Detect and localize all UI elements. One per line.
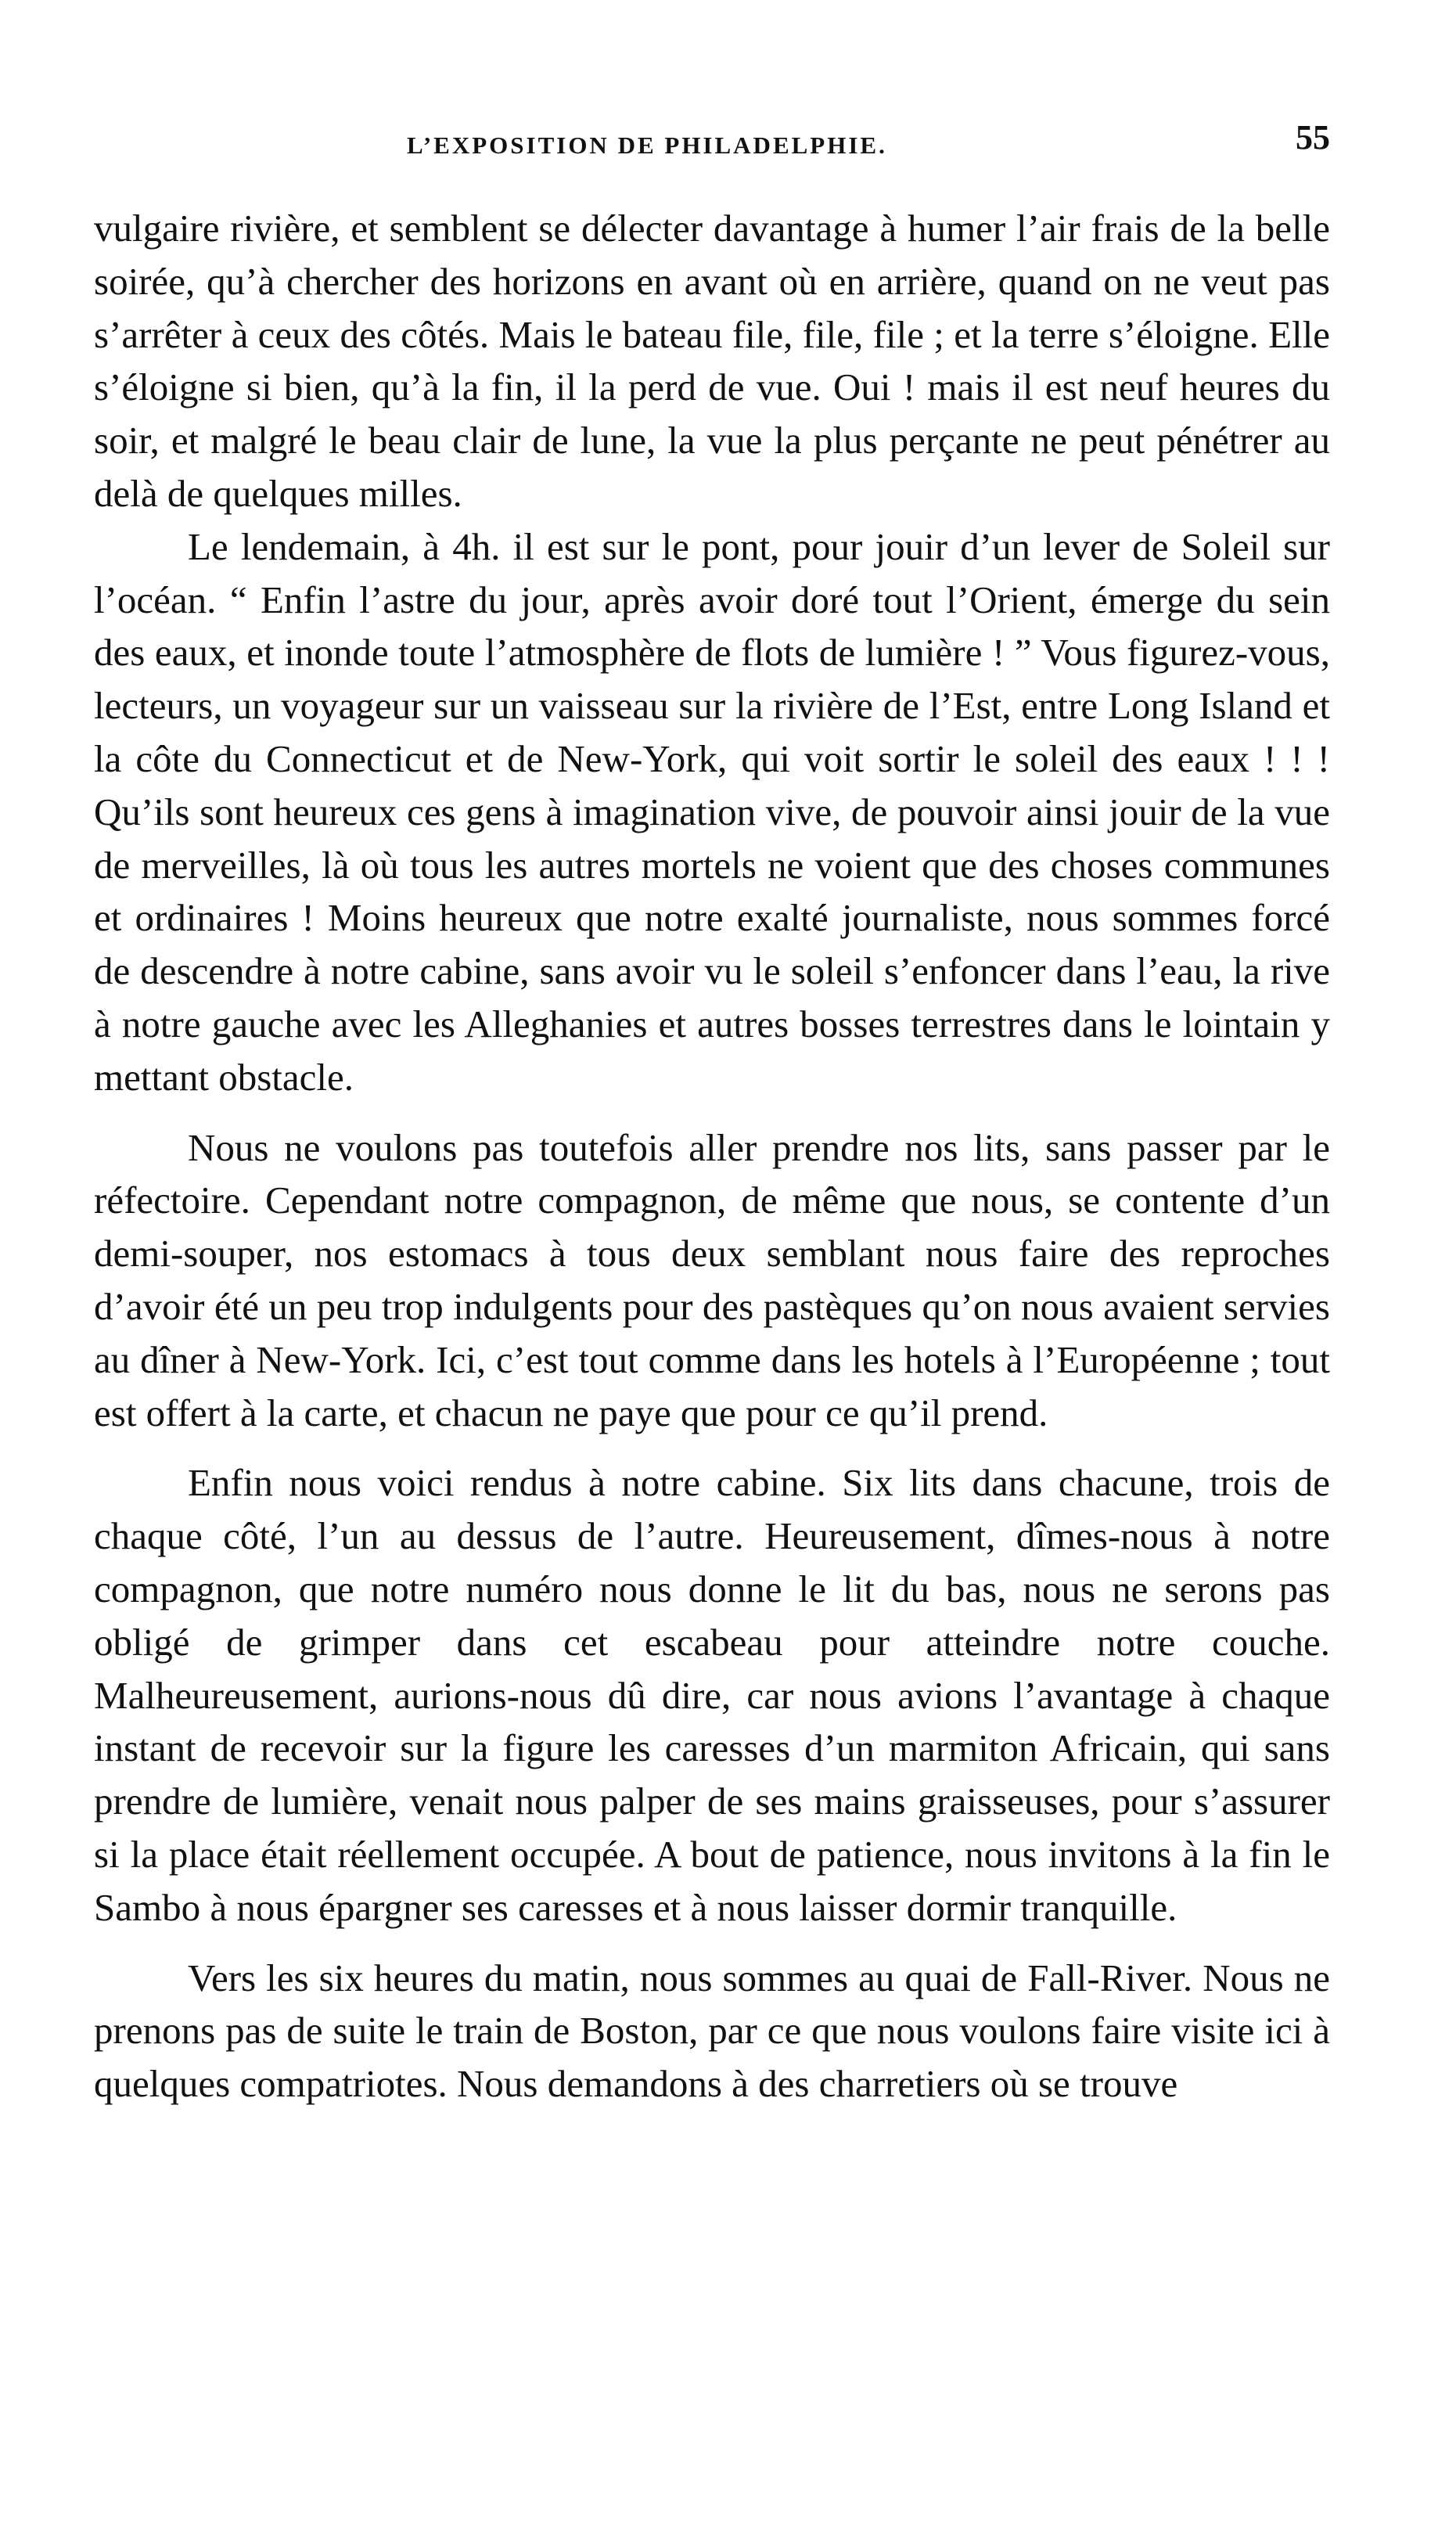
running-title: L’EXPOSITION DE PHILADELPHIE. [407, 131, 887, 159]
running-header [94, 117, 1330, 172]
page-number: 55 [1296, 118, 1330, 157]
paragraph-cabin: Enfin nous voici rendus à notre cabine. Six lits dans chacune, trois de chaque côté, l’un au dessus de l’autre. Heureusement, dîmes-nous à notre compagnon, que notre numéro nous donne le lit du bas, nous ne serons pas obligé de grimper dans cet escabeau pour atteindre notre couche. Malheureusement, aurions-nous dû dire, car nous avions l’avantage à chaque instant de recevoir sur la figure les caresses d’un marmiton Africain, qui sans prendre de lumière, venait nous palper de ses mains graisseuses, pour s’assurer si la place était réellement occupée. A bout de patience, nous invitons à la fin le Sambo à nous épargner ses caresses et à nous laisser dormir tranquille. [94, 1461, 1330, 1929]
paragraph-fall-river: Vers les six heures du matin, nous sommes au quai de Fall-River. Nous ne prenons pas de suite le train de Boston, par ce que nous voulons faire visite ici à quelques compatriotes. Nous demandons à des charretiers où se trouve [94, 1956, 1330, 2106]
paragraph-sunrise: Le lendemain, à 4h. il est sur le pont, pour jouir d’un lever de Soleil sur l’océan. “ Enfin l’astre du jour, après avoir doré tout l’Orient, émerge du sein des eaux, et inonde toute l’atmosphère de flots de lumière ! ” Vous figurez-vous, lecteurs, un voyageur sur un vaisseau sur la rivière de l’Est, entre Long Island et la côte du Connecticut et de New-York, qui voit sortir le soleil des eaux ! ! ! Qu’ils sont heureux ces gens à imagination vive, de pouvoir ainsi jouir de la vue de merveilles, là où tous les autres mortels ne voient que des choses communes et ordinaires ! Moins heureux que notre exalté journaliste, nous sommes forcé de descendre à notre cabine, sans avoir vu le soleil s’enfoncer dans l’eau, la rive à notre gauche avec les Alleghanies et autres bosses terrestres dans le lointain y mettant obstacle. [94, 524, 1330, 1099]
paragraph-refectory: Nous ne voulons pas toutefois aller prendre nos lits, sans passer par le réfectoire. Cependant notre compagnon, de même que nous, se contente d’un demi-souper, nos estomacs à tous deux semblant nous faire des reproches d’avoir été un peu trop indulgents pour des pastèques qu’on nous avaient servies au dîner à New-York. Ici, c’est tout comme dans les hotels à l’Européenne ; tout est offert à la carte, et chacun ne paye que pour ce qu’il prend. [94, 1125, 1330, 1434]
body-text [94, 202, 1330, 2111]
paragraph-continued: vulgaire rivière, et semblent se délecter davantage à humer l’air frais de la belle soirée, qu’à chercher des horizons en avant où en arrière, quand on ne veut pas s’arrêter à ceux des côtés. Mais le bateau file, file, file ; et la terre s’éloigne. Elle s’éloigne si bien, qu’à la fin, il la perd de vue. Oui ! mais il est neuf heures du soir, et malgré le beau clair de lune, la vue la plus perçante ne peut pénétrer au delà de quelques milles. [94, 207, 1330, 515]
